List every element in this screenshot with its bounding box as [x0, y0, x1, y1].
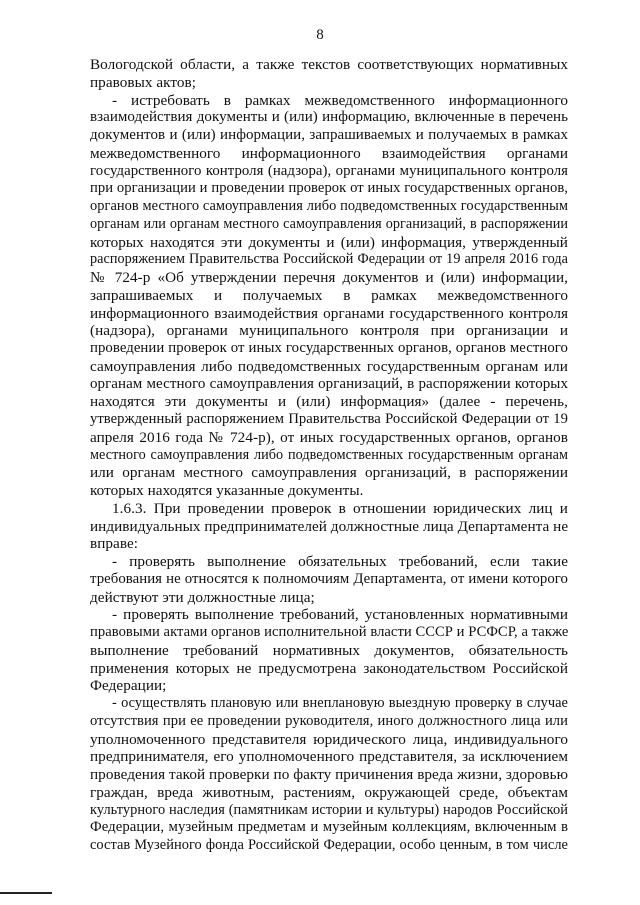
text-line: - истребовать в рамках межведомственного информационного — [112, 91, 568, 109]
text-line: Федерации, музейным предметам и музейным коллекциям, включенным в — [90, 819, 568, 836]
text-line: органам или органам местного самоуправления организаций, в распоряжении — [90, 215, 568, 232]
text-line: или органам местного самоуправления организаций, в распоряжении — [90, 464, 568, 482]
text-line: Федерации; — [90, 677, 167, 695]
text-line: уполномоченного представителя юридического лица, индивидуального — [90, 730, 568, 748]
footer-rule — [0, 892, 52, 894]
text-line: отсутствия при ее проведении руководителя, иного должностного лица или — [90, 712, 568, 729]
text-line: граждан, вреда животным, растениям, окружающей среде, объектам — [90, 783, 568, 801]
text-line: культурного наследия (памятникам истории и культуры) народов Российской — [90, 801, 568, 818]
text-line: которых находятся указанные документы. — [90, 482, 364, 499]
text-line: проведении проверок от иных государственных органов, органов местного — [90, 340, 568, 356]
text-line: запрашиваемых и получаемых в рамках межведомственного — [90, 286, 568, 304]
text-line: - проверять выполнение требований, установленных нормативными — [112, 606, 568, 624]
document-body — [90, 56, 568, 855]
text-line: распоряжением Правительства Российской Федерации от 19 апреля 2016 года — [90, 251, 568, 268]
text-line: состав Музейного фонда Российской Федерации, особо ценным, в том числе — [90, 837, 568, 853]
text-line: - осуществлять плановую или внеплановую выездную проверку в случае — [112, 695, 568, 711]
text-line: местного самоуправления либо подведомственных государственным органам — [90, 446, 568, 463]
text-line: самоуправления либо подведомственных государственным органам или — [90, 357, 568, 375]
text-line: органам местного самоуправления организаций, в распоряжении которых — [90, 375, 568, 392]
text-line: находятся эти документы и (или) информация» (далее - перечень, — [90, 393, 568, 411]
text-line: органов местного самоуправления либо подведомственных государственным — [90, 198, 568, 214]
text-line: вправе: — [90, 535, 139, 553]
text-line: межведомственного информационного взаимодействия органами — [90, 144, 568, 162]
text-line: документов и (или) информации, запрашиваемых и получаемых в рамках — [90, 127, 568, 143]
text-line: применения которых не предусмотрена законодательством Российской — [90, 659, 568, 677]
text-line: предпринимателя, его уполномоченного представителя, за исключением — [90, 748, 568, 766]
text-line: правовых актов; — [90, 73, 196, 91]
page-number: 8 — [316, 27, 324, 43]
text-line: которых находятся эти документы и (или) информация, утвержденный — [90, 233, 568, 251]
text-line: Вологодской области, а также текстов соответствующих нормативных — [90, 56, 568, 73]
text-line: индивидуальных предпринимателей должностные лица Департамента не — [90, 517, 568, 535]
text-line: взаимодействия документы и (или) информацию, включенные в перечень — [90, 109, 568, 126]
text-line: выполнение требований нормативных документов, обязательность — [90, 641, 568, 659]
text-line: требования не относятся к полномочиям Департамента, от имени которого — [90, 570, 568, 587]
text-line: утвержденный распоряжением Правительства Российской Федерации от 19 — [90, 411, 568, 427]
text-line: - проверять выполнение обязательных требований, если такие — [112, 553, 568, 570]
text-line: правовыми актами органов исполнительной власти СССР и РСФСР, а также — [90, 624, 568, 640]
text-line: при организации и проведении проверок от иных государственных органов, — [90, 180, 568, 197]
text-line: апреля 2016 года № 724-р), от иных государственных органов, органов — [90, 428, 568, 446]
text-line: 1.6.3. При проведении проверок в отношении юридических лиц и — [112, 499, 568, 517]
text-line: проведения такой проверки по факту причинения вреда жизни, здоровью — [90, 766, 568, 783]
text-line: действуют эти должностные лица; — [90, 588, 315, 606]
text-line: (надзора), органами муниципального контроля при организации и — [90, 322, 568, 340]
text-line: государственного контроля (надзора), органами муниципального контроля — [90, 162, 568, 179]
text-line: № 724-р «Об утверждении перечня документов и (или) информации, — [90, 269, 568, 286]
text-line: информационного взаимодействия органами государственного контроля — [90, 304, 568, 322]
